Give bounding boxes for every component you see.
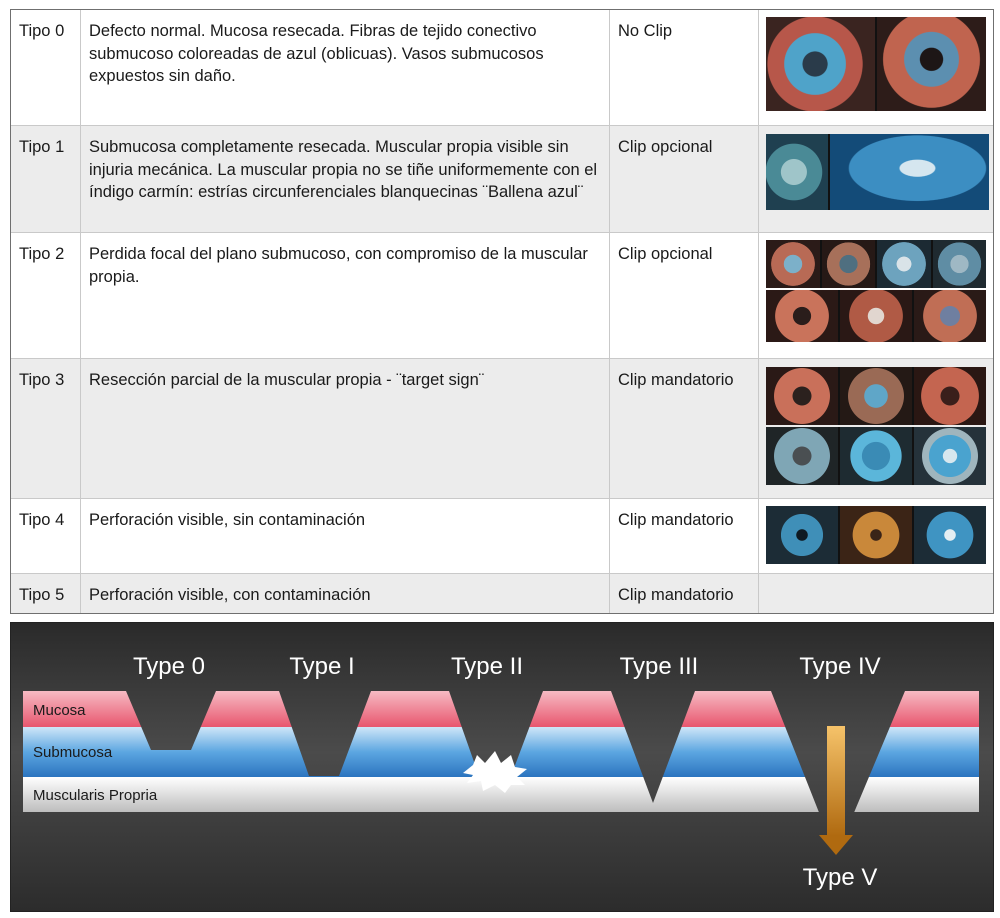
blue-whale-photo	[830, 134, 989, 210]
endoscopy-photo	[822, 240, 876, 288]
classification-table	[10, 9, 994, 614]
endoscopy-photo	[914, 427, 986, 485]
type-label-0: Type 0	[132, 653, 206, 680]
endoscopy-photo	[877, 240, 931, 288]
endoscopy-photo	[933, 240, 987, 288]
table-row	[11, 233, 993, 359]
type-cell: Tipo 5	[19, 586, 65, 604]
image-cell	[758, 233, 993, 358]
endoscopy-photo	[877, 17, 986, 111]
image-cell	[758, 126, 993, 232]
type-label-5: Type V	[802, 864, 878, 891]
description-cell: Defecto normal. Mucosa resecada. Fibras de tejido conectivo submucoso coloreadas de azul (oblicuas). Vasos submucosos expuestos sin daño.	[80, 10, 609, 125]
management-cell: Clip mandatorio	[609, 359, 758, 498]
description-cell: Perforación visible, con contaminación	[80, 574, 609, 613]
type-label-3: Type III	[619, 653, 699, 680]
layer-label-muscularis: Muscularis Propria	[33, 787, 158, 804]
endoscopy-photo	[766, 290, 838, 342]
management-cell: Clip opcional	[609, 126, 758, 232]
table-row	[11, 126, 993, 233]
layer-label-submucosa: Submucosa	[33, 744, 113, 761]
endoscopy-photo	[840, 290, 912, 342]
endoscopy-photo	[914, 506, 986, 564]
type-label-2: Type II	[450, 653, 524, 680]
image-cell	[758, 359, 993, 498]
table-row	[11, 574, 993, 613]
table-row	[11, 359, 993, 499]
perforation-classification-diagram	[10, 622, 994, 912]
layer-diagram	[11, 623, 993, 911]
management-cell: No Clip	[609, 10, 758, 125]
endoscopy-photo	[766, 427, 838, 485]
endoscopy-photo	[840, 367, 912, 425]
endoscopy-photo	[766, 240, 820, 288]
image-cell	[758, 10, 993, 125]
endoscopy-photo	[840, 506, 912, 564]
type-cell: Tipo 0	[19, 22, 65, 40]
endoscopy-photo	[914, 367, 986, 425]
endoscopy-images	[766, 240, 986, 288]
management-cell: Clip opcional	[609, 233, 758, 358]
description-cell: Resección parcial de la muscular propia - ¨target sign¨	[80, 359, 609, 498]
endoscopy-images	[766, 506, 986, 564]
image-cell	[758, 499, 993, 573]
table-row	[11, 499, 993, 574]
endoscopy-photo	[766, 367, 838, 425]
endoscopy-photo	[766, 506, 838, 564]
type-label-1: Type I	[289, 653, 355, 680]
layer-label-mucosa: Mucosa	[33, 702, 86, 719]
endoscopy-images	[766, 367, 986, 425]
type-label-4: Type IV	[799, 653, 881, 680]
type-cell: Tipo 1	[19, 138, 65, 156]
endoscopy-photo	[766, 134, 828, 210]
image-cell	[758, 574, 993, 613]
description-cell: Perforación visible, sin contaminación	[80, 499, 609, 573]
table-row	[11, 10, 993, 126]
management-cell: Clip mandatorio	[609, 499, 758, 573]
perforation-arrow-icon	[819, 726, 853, 855]
endoscopy-images	[766, 427, 986, 485]
endoscopy-images	[766, 17, 986, 111]
endoscopy-photo	[914, 290, 986, 342]
type-cell: Tipo 4	[19, 511, 65, 529]
endoscopy-images	[766, 290, 986, 342]
mucosa-layer	[11, 689, 993, 727]
description-cell: Submucosa completamente resecada. Muscular propia visible sin injuria mecánica. La muscular propia no se tiñe uniformemente con el índigo carmín: estrías circunferenciales blanquecinas ¨Ballena azul¨	[80, 126, 609, 232]
type-cell: Tipo 2	[19, 245, 65, 263]
endoscopy-images	[766, 134, 989, 210]
type-cell: Tipo 3	[19, 371, 65, 389]
endoscopy-photo	[766, 17, 875, 111]
management-cell: Clip mandatorio	[609, 574, 758, 613]
description-cell: Perdida focal del plano submucoso, con compromiso de la muscular propia.	[80, 233, 609, 358]
tissue-layers	[11, 689, 993, 812]
endoscopy-photo	[840, 427, 912, 485]
